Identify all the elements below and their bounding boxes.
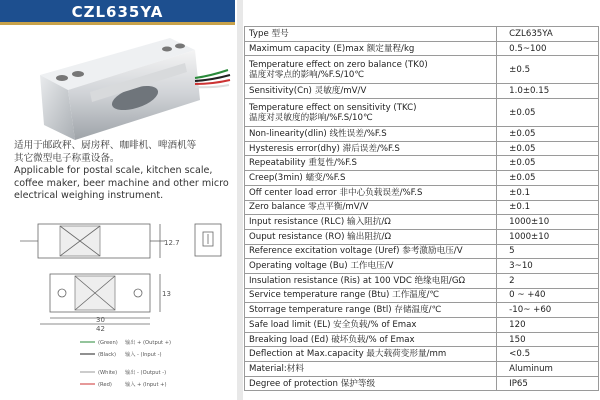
dim-label-width: 13 — [162, 290, 171, 298]
wire-color-1: (Green) — [98, 340, 118, 346]
spec-row — [245, 171, 599, 186]
spec-row — [245, 185, 599, 200]
spec-value: Aluminum — [497, 362, 599, 377]
wiring-legend — [80, 338, 171, 388]
spec-row — [245, 259, 599, 274]
spec-label: Input resistance (RLC) 输入阻抗/Ω — [245, 215, 497, 230]
wire-signal-1: 输出 + (Output +) — [125, 340, 172, 346]
technical-drawing — [10, 212, 240, 400]
wire-color-4: (Red) — [98, 382, 112, 388]
spec-value: IP65 — [497, 376, 599, 391]
spec-row — [245, 27, 599, 42]
spec-value: CZL635YA — [497, 27, 599, 42]
wire-signal-4: 输入 + (Input +) — [125, 382, 167, 388]
spec-table — [244, 26, 599, 391]
wire-signal-2: 输入 - (Input -) — [125, 352, 162, 358]
spec-label: Temperature effect on zero balance (TK0) 温度对零点的影响/%F.S/10℃ — [245, 56, 497, 84]
dim-label-height: 12.7 — [164, 239, 180, 247]
spec-value: 150 — [497, 332, 599, 347]
spec-value: 0.5~100 — [497, 41, 599, 56]
dim-label-42: 42 — [96, 325, 105, 333]
spec-label: Degree of protection 保护等级 — [245, 376, 497, 391]
spec-value: 5 — [497, 244, 599, 259]
spec-value: 2 — [497, 273, 599, 288]
spec-value: 0 ~ +40 — [497, 288, 599, 303]
spec-row — [245, 273, 599, 288]
spec-row — [245, 362, 599, 377]
spec-row — [245, 318, 599, 333]
spec-value: -10~ +60 — [497, 303, 599, 318]
spec-value: ±0.1 — [497, 185, 599, 200]
spec-row — [245, 99, 599, 127]
wire-color-3: (White) — [98, 370, 118, 376]
wire-color-2: (Black) — [98, 352, 117, 358]
spec-label: Maximum capacity (E)max 额定量程/kg — [245, 41, 497, 56]
load-cell-photo — [30, 30, 235, 140]
spec-label: Deflection at Max.capacity 最大载荷变形量/mm — [245, 347, 497, 362]
spec-row — [245, 376, 599, 391]
spec-row — [245, 215, 599, 230]
spec-row — [245, 84, 599, 99]
spec-label: Off center load error 非中心负载误差/%F.S — [245, 185, 497, 200]
spec-label: Creep(3min) 蠕变/%F.S — [245, 171, 497, 186]
spec-label: Service temperature range (Btu) 工作温度/℃ — [245, 288, 497, 303]
spec-row — [245, 229, 599, 244]
spec-label: Repeatability 重复性/%F.S — [245, 156, 497, 171]
description-en: Applicable for postal scale, kitchen scale, coffee maker, beer machine and other micro electrical weighing instrument. — [14, 165, 229, 201]
spec-label: Reference excitation voltage (Uref) 参考激励电压/V — [245, 244, 497, 259]
spec-label: Type 型号 — [245, 27, 497, 42]
spec-label: Storrage temperature range (Btl) 存储温度/℃ — [245, 303, 497, 318]
spec-row — [245, 200, 599, 215]
model-title: CZL635YA — [71, 3, 164, 21]
spec-label: Breaking load (Ed) 破坏负载/% of Emax — [245, 332, 497, 347]
spec-label: Material:材料 — [245, 362, 497, 377]
description-cn-1: 适用于邮政秤、厨房秤、咖啡机、啤酒机等 — [14, 140, 197, 151]
spec-value: ±0.5 — [497, 56, 599, 84]
spec-label: Sensitivity(Cn) 灵敏度/mV/V — [245, 84, 497, 99]
spec-row — [245, 41, 599, 56]
spec-label: Zero balance 零点平衡/mV/V — [245, 200, 497, 215]
spec-value: 1.0±0.15 — [497, 84, 599, 99]
spec-value: ±0.1 — [497, 200, 599, 215]
spec-row — [245, 156, 599, 171]
spec-row — [245, 303, 599, 318]
spec-row — [245, 332, 599, 347]
spec-value: ±0.05 — [497, 171, 599, 186]
spec-label: Operating voltage (Bu) 工作电压/V — [245, 259, 497, 274]
spec-row — [245, 244, 599, 259]
spec-value: <0.5 — [497, 347, 599, 362]
spec-value: 120 — [497, 318, 599, 333]
spec-label: Insulation resistance (Ris) at 100 VDC 绝缘电阻/GΩ — [245, 273, 497, 288]
wire-signal-3: 输出 - (Output -) — [125, 370, 167, 376]
spec-row — [245, 56, 599, 84]
spec-value: 3~10 — [497, 259, 599, 274]
dim-label-30: 30 — [96, 316, 105, 324]
spec-value: ±0.05 — [497, 99, 599, 127]
spec-label: Non-linearity(dlin) 线性误差/%F.S — [245, 127, 497, 142]
spec-row — [245, 288, 599, 303]
description-cn-2: 其它微型电子称重设备。 — [14, 152, 120, 164]
spec-label: Safe load limit (EL) 安全负载/% of Emax — [245, 318, 497, 333]
spec-row — [245, 347, 599, 362]
spec-value: ±0.05 — [497, 141, 599, 156]
side-view — [20, 224, 165, 258]
spec-row — [245, 127, 599, 142]
spec-label: Ouput resistance (RO) 输出阻抗/Ω — [245, 229, 497, 244]
spec-label: Hysteresis error(dhy) 滞后误差/%F.S — [245, 141, 497, 156]
spec-value: 1000±10 — [497, 229, 599, 244]
spec-value: ±0.05 — [497, 156, 599, 171]
spec-row — [245, 141, 599, 156]
application-description — [14, 140, 234, 203]
spec-value: ±0.05 — [497, 127, 599, 142]
spec-label: Temperature effect on sensitivity (TKC) 温度对灵敏度的影响/%F.S/10℃ — [245, 99, 497, 127]
spec-value: 1000±10 — [497, 215, 599, 230]
